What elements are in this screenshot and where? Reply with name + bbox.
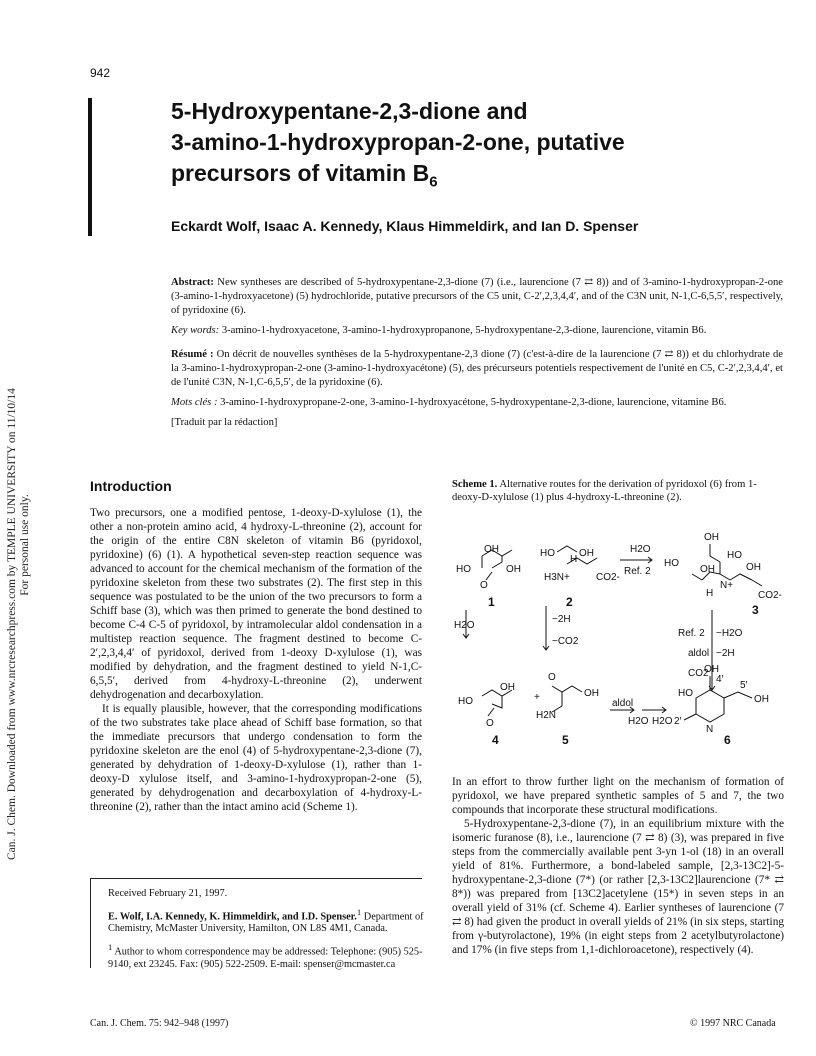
- scheme-text-h2o-6a: H2O: [628, 716, 649, 727]
- abstract-text: New syntheses are described of 5-hydroxypentane-2,3-dione (7) (i.e., laurencione (7 ⇄ 8)) and of 3-amino-1-hydroxypropan-2-one (3-amino-1-hydroxyacetone) (5) hydrochloride, putative precursors of the C5 unit, C-2′,2,3,4,4′, and of the C3N unit, N-1,C-6,5,5′, respectively, of pyridoxine (6).: [171, 277, 783, 316]
- resume-text: On décrit de nouvelles synthèses de la 5-hydroxypentane-2,3 dione (7) (c'est-à-dire de la laurencione (7 ⇄ 8)) et du chlorhydrate de la 3-amino-1-hydroxypropan-2-one (3-amino-1-hydroxyacétone) (5), des précurseurs potentiels respectivement de l'unité en C5, C-2′,2,3,4,4′, et de l'unité C3N, N-1,C-6,5,5′, de la pyridoxine (6).: [171, 349, 783, 388]
- received-date: Received February 21, 1997.: [108, 888, 228, 899]
- compound-3-label: 3: [752, 603, 759, 617]
- scheme-text-4p: 4′: [716, 674, 724, 685]
- title-line-3-text: precursors of vitamin B: [171, 160, 430, 186]
- scheme-text-oh-3: OH: [704, 532, 719, 543]
- keywords: [171, 324, 783, 338]
- correspondence-text: Author to whom correspondence may be addressed: Telephone: (905) 525-9140, ext 23245. Fax: (905) 522-2509. E-mail: spenser@mcmaster.ca: [108, 946, 423, 970]
- affiliation: [108, 906, 428, 936]
- scheme-text-oh-3b: OH: [700, 564, 715, 575]
- correspondence-mark: 1: [108, 941, 113, 952]
- scheme-text-oh-3c: OH: [746, 562, 761, 573]
- footnote-box-left: [90, 878, 91, 968]
- download-notice-line-1: Can. J. Chem. Downloaded from www.nrcresearchpress.com by TEMPLE UNIVERSITY on 11/10/14: [6, 388, 18, 860]
- correspondence: [108, 941, 428, 971]
- right-column-text: [452, 775, 784, 957]
- mots-cles-text: 3-amino-1-hydroxypropane-2-one, 3-amino-1-hydroxyacétone, 5-hydroxypentane-2,3-dione, laurencione, vitamine B6.: [217, 397, 727, 408]
- abstract-label: Abstract:: [171, 277, 214, 288]
- left-column: [90, 478, 422, 814]
- title-line-3: [171, 158, 761, 198]
- mots-cles: [171, 396, 783, 410]
- translation-note: [Traduit par la rédaction]: [171, 417, 278, 428]
- scheme-text-ho-4: HO: [458, 696, 473, 707]
- scheme-text-ho-3: HO: [664, 558, 679, 569]
- title-line-1: 5-Hydroxypentane-2,3-dione and: [171, 98, 528, 124]
- scheme-text-h: H: [570, 554, 578, 565]
- compound-2-label: 2: [566, 595, 573, 609]
- intro-paragraph-2: It is equally plausible, however, that the corresponding modifications of the two substrates take place ahead of Schiff base formation, so that the immediate precursors that undergo condensation to form the pyridoxine skeleton are the enol (4) of 5-hydroxypentane-2,3-dione (7), generated by dehydration of 1-deoxy-D-xylulose (1), rather than 1-deoxy-D xylulose itself, and 3-amino-1-hydroxypropan-2-one (5), generated by dehydrogenation and decarboxylation of 4-hydroxy-L-threonine (2), rather than the intact amino acid (Scheme 1).: [90, 703, 422, 813]
- scheme-text-oh-6: OH: [704, 664, 719, 675]
- scheme-text-ho-2: HO: [540, 548, 555, 559]
- scheme-caption-text: Alternative routes for the derivation of pyridoxol (6) from 1-deoxy-D-xylulose (1) plus 4-hydroxy-L-threonine (2).: [452, 479, 757, 503]
- scheme-text-minus2h: −2H: [552, 614, 571, 625]
- scheme-caption: [452, 478, 784, 504]
- col2-paragraph-2: 5-Hydroxypentane-2,3-dione (7), in an equilibrium mixture with the isomeric furanose (8), i.e., laurencione (7 ⇄ 8) (3), was prepared in five steps from the commercially available pent 3-yn 1-ol (18) in an overall yield of 81%. Furthermore, a bond-labeled sample, [2,3-13C2]-5-hydroxypentane-2,3-dione (7*) (or rather [2,3-13C2]laurencione (7* ⇄ 8*)) was prepared from [13C2]acetylene (15*) in seven steps in an overall yield of 31% (cf. Scheme 4). Earlier syntheses of laurencione (7 ⇄ 8) had given the product in overall yields of 21% (in six steps, starting from γ-butyrolactone), 19% (in eight steps from 2 acetylbutyrolactone) and 17% (in five steps from 1,1-dichloroacetone), respectively (4).: [452, 818, 784, 956]
- scheme-text-oh-6b: OH: [754, 694, 769, 705]
- affiliation-mark: 1: [356, 906, 362, 917]
- keywords-label: Key words:: [171, 325, 220, 336]
- download-notice-line-2: For personal use only.: [19, 494, 31, 596]
- scheme-text-aldol: aldol: [612, 698, 634, 709]
- abstract: [171, 276, 783, 318]
- scheme-text-oh: OH: [484, 544, 499, 555]
- scheme-text-minus2hb: −2H: [716, 648, 735, 659]
- affiliation-names: E. Wolf, I.A. Kennedy, K. Himmeldirk, and I.D. Spenser.: [108, 910, 357, 922]
- authors: Eckardt Wolf, Isaac A. Kennedy, Klaus Himmeldirk, and Ian D. Spenser: [171, 218, 639, 234]
- intro-paragraph-1: Two precursors, one a modified pentose, 1-deoxy-D-xylulose (1), the other a non-protein amino acid, 4 hydroxy-L-threonine (2), account for the origin of the entire C8N skeleton of vitamin B6 (pyridoxol, pyridoxine) (6) (1). A hypothetical seven-step reaction sequence was advanced to account for the chemical mechanism of the formation of the pyridoxine skeleton from these two substrates (2). The first step in this sequence was postulated to be the union of the two precursors to form a Schiff base (3), which was then primed to generate the bond destined to become C-4 C-5 of pyridoxol, by intramolecular aldol condensation in a multistep reaction sequence. The fragment destined to become C-2′,2,3,4,4′ of pyridoxol, derived from 1-deoxy D-xylulose (1), was modified by dehydration, and the fragment destined to yield N-1,C-6,5,5′, derived from 4-hydroxy-L-threonine (2), underwent dehydrogenation and decarboxylation.: [90, 507, 422, 701]
- title-line-2: 3-amino-1-hydroxypropan-2-one, putative: [171, 129, 625, 155]
- scheme-text-minus-co2: −CO2: [552, 636, 579, 647]
- scheme-text-aldolb: aldol: [688, 648, 710, 659]
- scheme-text-co2m-3: CO2-: [758, 590, 782, 601]
- introduction-heading: Introduction: [90, 478, 172, 494]
- right-column: [452, 478, 784, 957]
- abstract-block: [171, 276, 783, 436]
- scheme-text-oh-1b: OH: [506, 564, 521, 575]
- compound-5-label: 5: [562, 733, 569, 747]
- scheme-text-h2o-4: H2O: [454, 620, 475, 631]
- scheme-text-o-1: O: [480, 580, 488, 591]
- compound-6-label: 6: [724, 733, 731, 747]
- scheme-text-oh-4: OH: [500, 682, 515, 693]
- resume: [171, 348, 783, 390]
- col2-paragraph-1: In an effort to throw further light on the mechanism of formation of pyridoxol, we have prepared synthetic samples of 5 and 7, the two compounds that incorporate these structural modifications.: [452, 776, 784, 816]
- scheme-text-oh-5: OH: [584, 688, 599, 699]
- scheme-text-ho: HO: [456, 564, 471, 575]
- scheme-text-ho-6: HO: [678, 688, 693, 699]
- keywords-text: 3-amino-1-hydroxyacetone, 3-amino-1-hydroxypropanone, 5-hydroxypentane-2,3-dione, laurencione, vitamin B6.: [219, 325, 707, 336]
- scheme-text-h2ob: −H2O: [716, 628, 743, 639]
- scheme-label: Scheme 1.: [452, 479, 498, 490]
- scheme-text-h2n: H2N: [536, 710, 557, 721]
- scheme-text-n-plus: N+: [720, 580, 734, 591]
- resume-label: Résumé :: [171, 349, 214, 360]
- scheme-text-ref2: Ref. 2: [624, 566, 651, 577]
- scheme-text-co2b: CO2: [688, 668, 709, 679]
- article-title: [171, 96, 761, 198]
- scheme-text-2p: 2′: [674, 716, 682, 727]
- journal-citation: Can. J. Chem. 75: 942–948 (1997): [90, 1018, 229, 1029]
- scheme-text-h3n: H3N+: [544, 572, 570, 583]
- mots-cles-label: Mots clés :: [171, 397, 218, 408]
- scheme-text-h2o: H2O: [630, 544, 651, 555]
- scheme-text-oh-2: OH: [579, 548, 594, 559]
- affiliation-dept: Department of Chemistry, McMaster University, Hamilton, ON L8S 4M1, Canada.: [108, 910, 424, 935]
- scheme-text-h2o-6b: H2O: [652, 716, 673, 727]
- scheme-text-co2m: CO2-: [596, 572, 620, 583]
- scheme-text-5p: 5′: [740, 680, 748, 691]
- page-number: 942: [90, 66, 111, 80]
- scheme-text-n-6: N: [706, 724, 714, 735]
- title-subscript: 6: [429, 173, 438, 191]
- scheme-1-diagram: [452, 510, 784, 760]
- footnote-box-top: [90, 878, 422, 879]
- scheme-text-o-4: O: [486, 718, 494, 729]
- footnotes: [108, 888, 428, 976]
- compound-1-label: 1: [488, 595, 495, 609]
- scheme-text-h-3: H: [706, 588, 714, 599]
- title-bar-decoration: [88, 98, 92, 236]
- scheme-text-plus: +: [534, 692, 540, 703]
- scheme-text-o-5: O: [548, 672, 556, 683]
- scheme-text-ref2b: Ref. 2: [678, 628, 705, 639]
- scheme-text-ho-3b: HO: [727, 550, 742, 561]
- compound-4-label: 4: [492, 733, 499, 747]
- copyright: © 1997 NRC Canada: [690, 1018, 776, 1029]
- download-notice: [0, 230, 38, 860]
